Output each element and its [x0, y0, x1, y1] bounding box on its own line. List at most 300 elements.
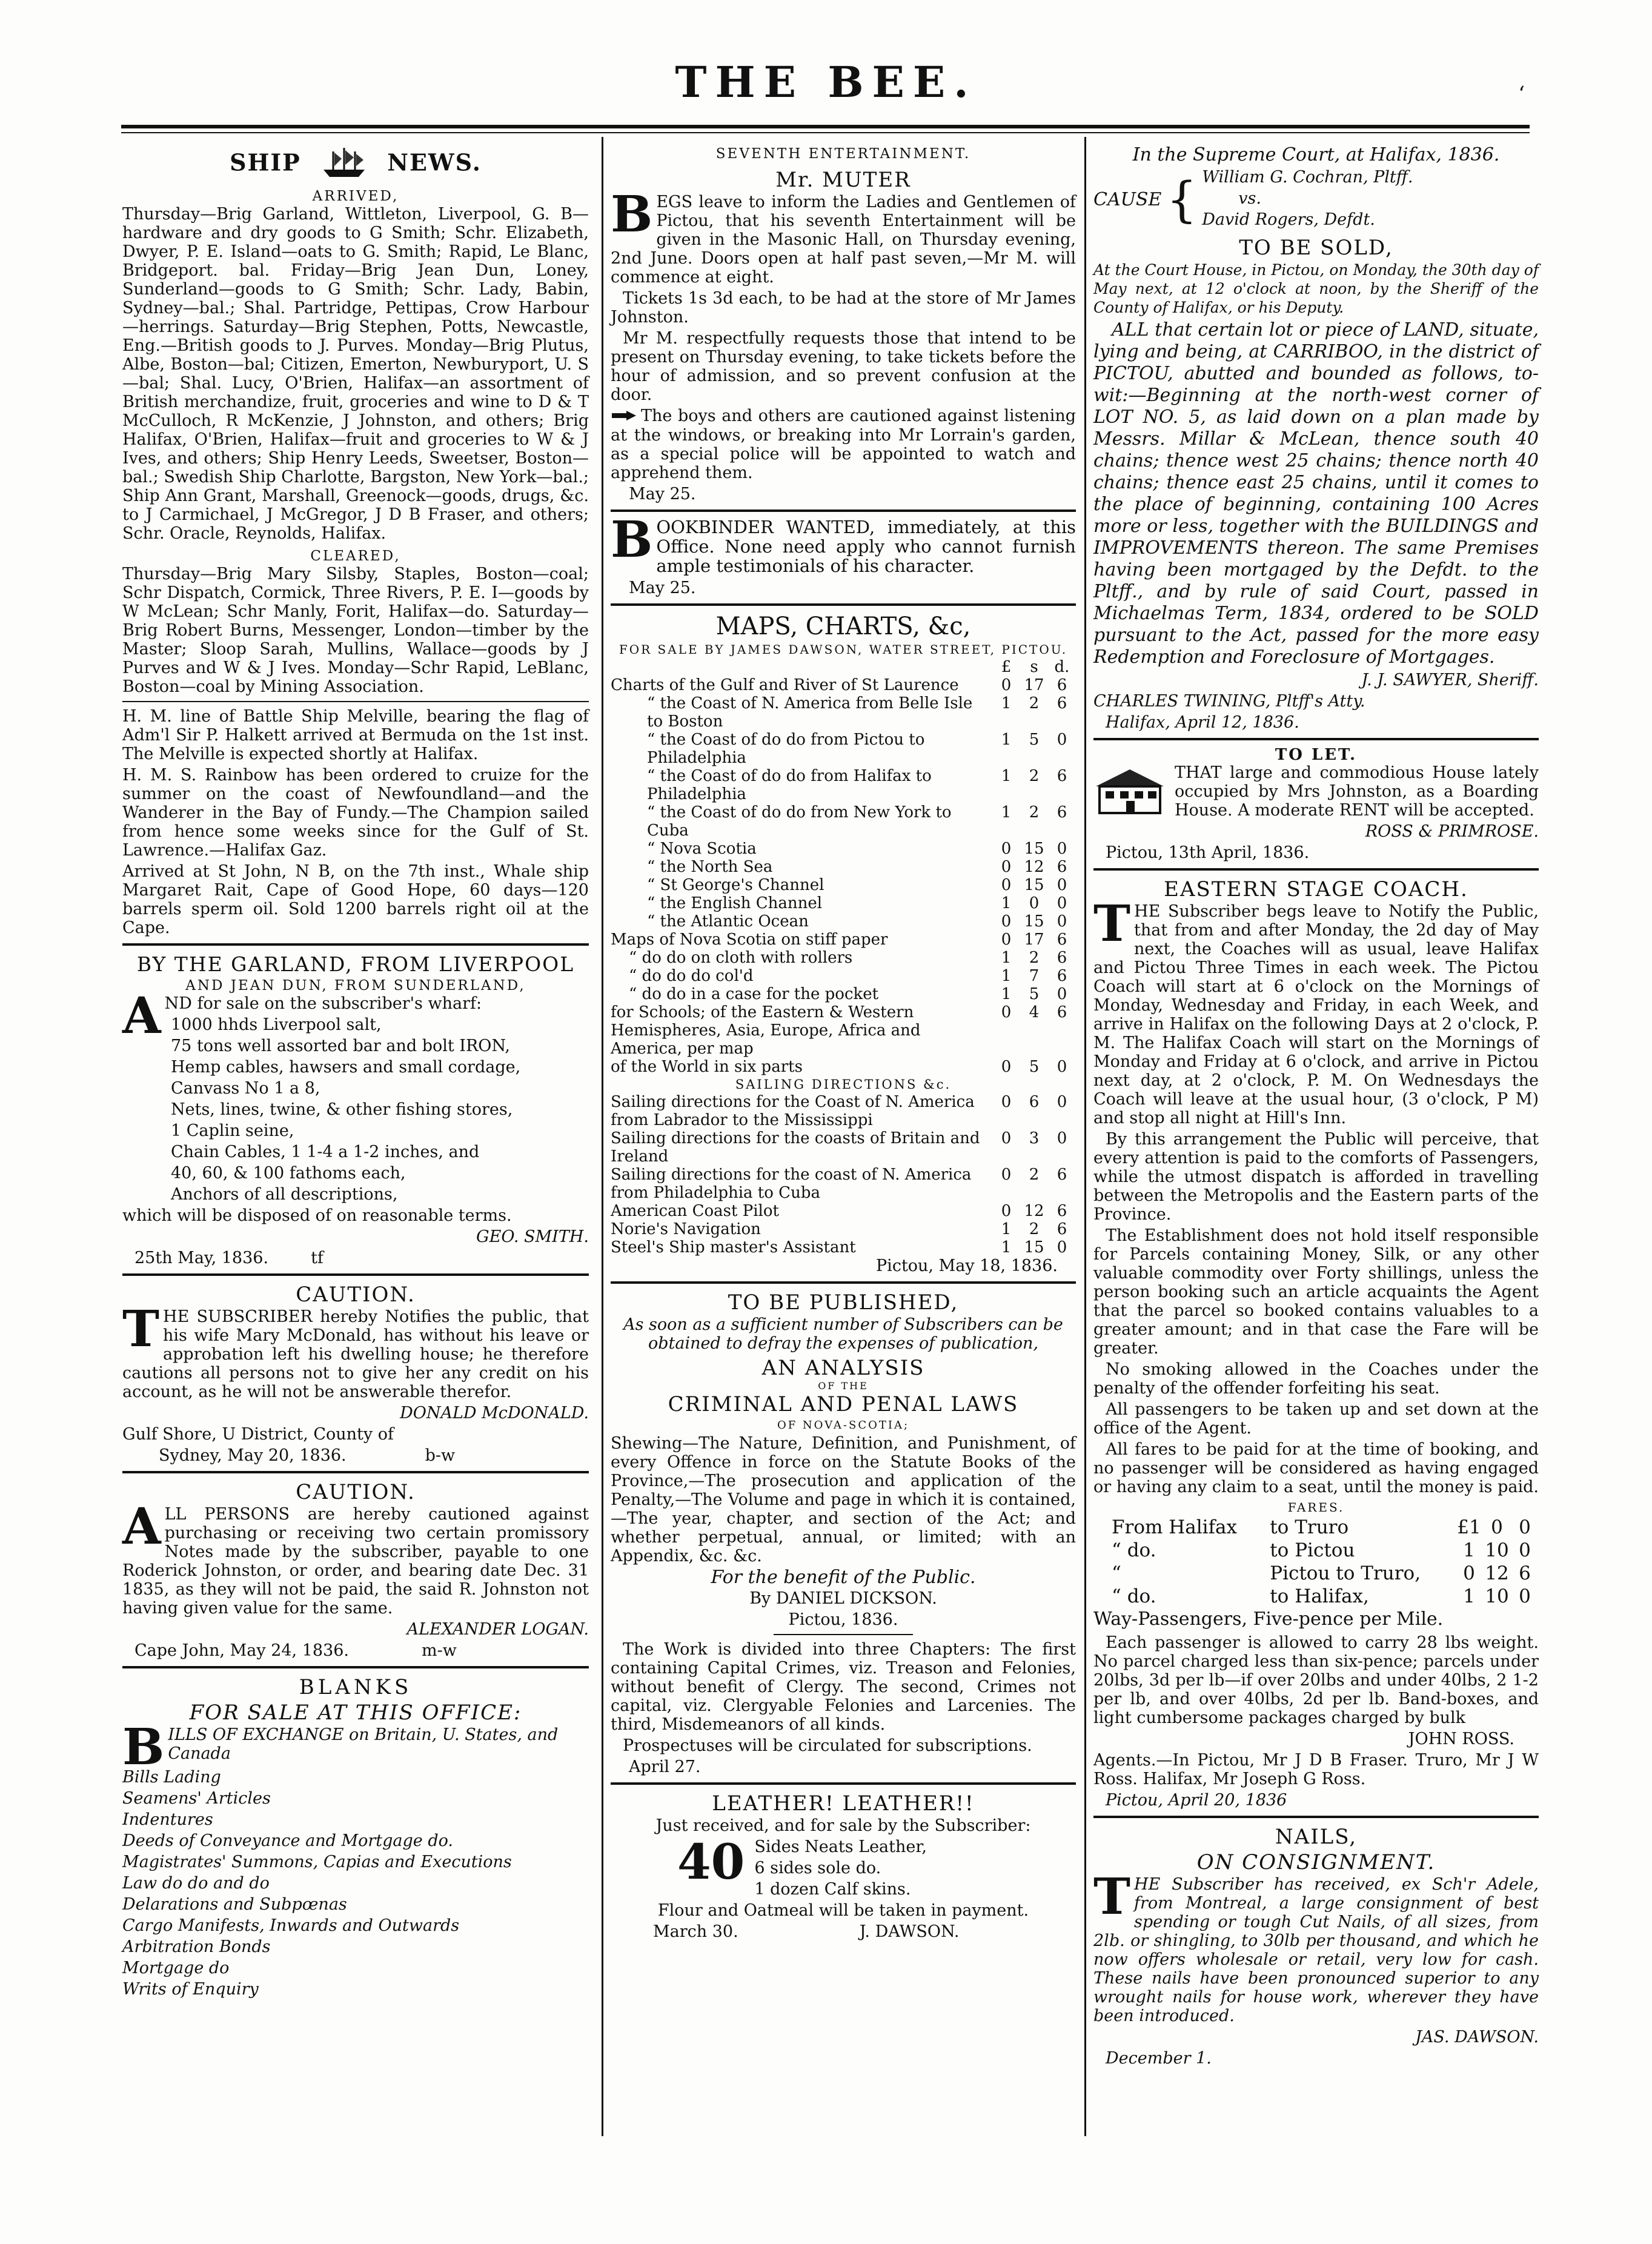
- garland-date-line: [122, 1249, 589, 1267]
- price-row: [611, 876, 1076, 894]
- blanks-subheading: FOR SALE AT THIS OFFICE:: [189, 1701, 522, 1725]
- price-item: “ the Coast of do do from Halifax to Philadelphia: [647, 767, 932, 803]
- ship-news-left: SHIP: [230, 148, 301, 176]
- column-right: [1093, 145, 1539, 2070]
- let-text: THAT large and commodious House lately occupied by Mrs Johnston, as a Boarding House. A moderate RENT will be accepted.: [1175, 763, 1539, 820]
- fare-pounds: 0: [1463, 1562, 1475, 1584]
- divider: [611, 603, 1076, 606]
- garland-intro-text: ND for sale on the subscriber's wharf:: [164, 994, 482, 1013]
- divider: [1093, 868, 1539, 871]
- price-pounds: 0: [1001, 1003, 1012, 1021]
- price-shillings: 5: [1029, 985, 1040, 1003]
- publish-title-main: CRIMINAL AND PENAL LAWS: [668, 1392, 1019, 1416]
- sold-text: ALL that certain lot or piece of LAND, situate, lying and being, at CARRIBOO, in the district of PICTOU, abutted and bounded as follows, to-wit:—Beginning at the north-west corner of LOT NO. 5, as laid down on a plan made by Messrs. Millar & McLean, thence south 40 chains; thence west 25 chains; thence north 40 chains; thence east 25 chains, until it comes to the place of beginning, containing 100 Acres more or less, together with the BUILDINGS and IMPROVEMENTS thereon. The same Premises having been mortgaged by the Defdt. to the Pltff., and by rule of said Court, passed in Michaelmas Term, 1834, ordered to be SOLD pursuant to the Act, passed for the more easy Redemption and Foreclosure of Mortgages.: [1093, 319, 1539, 668]
- price-item: Steel's Ship master's Assistant: [611, 1238, 856, 1256]
- fares-text: Each passenger is allowed to carry 28 lbs weight. No parcel charged less than six-pence; parcels under 20lbs, 3d per lb—if over 20lbs and under 40lbs, 2 1-2 per lb, and over 40lbs, 2d per lb. Band-boxes, and light cumbersome packages charged by bulk: [1093, 1633, 1539, 1727]
- price-item: “ the Coast of do do from New York to Cuba: [647, 803, 952, 840]
- fare-pence: 0: [1519, 1516, 1531, 1538]
- publish-heading: TO BE PUBLISHED,: [728, 1290, 959, 1315]
- price-shillings: 12: [1024, 858, 1044, 876]
- fare-from: “ do.: [1112, 1539, 1156, 1561]
- fare-pence: 6: [1519, 1562, 1531, 1584]
- maps-subheading: FOR SALE BY JAMES DAWSON, WATER STREET, PICTOU.: [619, 642, 1068, 657]
- ship-news-right: NEWS.: [387, 148, 482, 176]
- leather-item: 1 dozen Calf skins.: [754, 1880, 911, 1899]
- price-item: for Schools; of the Eastern & Western Hemispheres, Asia, Europe, Africa and America, per map: [611, 1003, 921, 1058]
- price-pence: 6: [1057, 931, 1067, 949]
- price-pounds: 0: [1001, 840, 1012, 858]
- price-shillings: 15: [1024, 840, 1044, 858]
- leather-signature: J. DAWSON.: [859, 1922, 960, 1941]
- divider: [1093, 1816, 1539, 1818]
- sold-date: Halifax, April 12, 1836.: [1106, 713, 1299, 732]
- entertainment-request: Mr M. respectfully requests those that intend to be present on Thursday evening, to take tickets before the hour of admission, and so prevent confusion at the door.: [611, 329, 1076, 404]
- nails-date: December 1.: [1106, 2049, 1212, 2068]
- price-pence: 0: [1057, 1058, 1067, 1076]
- garland-heading: BY THE GARLAND, FROM LIVERPOOL: [136, 952, 575, 976]
- cause-label: CAUSE: [1093, 189, 1162, 210]
- drop-cap: B: [611, 511, 653, 569]
- court-heading: In the Supreme Court, at Halifax, 1836.: [1132, 144, 1500, 165]
- blanks-heading: BLANKS: [299, 1675, 413, 1699]
- fare-pence: 0: [1519, 1539, 1531, 1561]
- caution-signature: ALEXANDER LOGAN.: [406, 1620, 589, 1639]
- price-shillings: 2: [1029, 767, 1040, 785]
- publish-prospectus: Prospectuses will be circulated for subscriptions.: [623, 1736, 1032, 1755]
- price-pence: 0: [1057, 1129, 1067, 1147]
- price-pence: 6: [1057, 1166, 1067, 1184]
- cause-vs: vs.: [1238, 189, 1261, 208]
- divider: [122, 701, 589, 702]
- nails-text: [1093, 1868, 1539, 2025]
- drop-cap: A: [122, 987, 161, 1045]
- garland-item: Canvass No 1 a 8,: [171, 1079, 320, 1098]
- divider: [774, 1634, 913, 1635]
- price-pounds: 0: [1001, 858, 1012, 876]
- price-item: “ the Coast of do do from Pictou to Philadelphia: [647, 731, 925, 767]
- price-pounds: 0: [1001, 876, 1012, 894]
- caution-body: LL PERSONS are hereby cautioned against purchasing or receiving two certain promissory Notes made by the subscriber, payable to one Roderick Johnston, or order, and bearing date Dec. 31 1835, as they will not be paid, the said R. Johnston not having given value for the same.: [122, 1505, 589, 1618]
- price-row: [611, 1166, 1076, 1202]
- garland-date: 25th May, 1836.: [134, 1249, 269, 1267]
- fare-pounds: £1: [1457, 1516, 1481, 1538]
- nails-signature: JAS. DAWSON.: [1415, 2028, 1539, 2046]
- fare-shillings: 10: [1485, 1585, 1509, 1607]
- masthead-rule-top: [121, 125, 1530, 128]
- price-pence: 0: [1057, 912, 1067, 931]
- price-shillings: 15: [1024, 876, 1044, 894]
- leather-number: 40: [677, 1837, 745, 1890]
- entertainment-date: May 25.: [629, 485, 696, 503]
- caution-bw: b-w: [425, 1446, 456, 1465]
- coach-paragraph: No smoking allowed in the Coaches under the penalty of the offender forfeiting his seat.: [1093, 1360, 1539, 1398]
- blanks-item: Seamens' Articles: [122, 1789, 271, 1808]
- price-pence: 6: [1057, 694, 1067, 712]
- price-row: [611, 1238, 1076, 1256]
- cleared-heading: CLEARED,: [310, 548, 401, 564]
- cleared-text: Thursday—Brig Mary Silsby, Staples, Boston—coal; Schr Dispatch, Cormick, Three Rivers, P. E. I—goods by W McLean; Schr Manly, Forit, Halifax—do. Saturday—Brig Robert Burns, Messenger, London—timber by the Master; Sloop Sarah, Mullins, Wallace—goods by J Purves and W & J Ives. Monday—Schr Rapid, LeBlanc, Boston—coal by Mining Association.: [122, 565, 589, 696]
- price-row: [611, 912, 1076, 931]
- fare-pence: 0: [1519, 1585, 1531, 1607]
- price-row: [611, 840, 1076, 858]
- leather-item: 6 sides sole do.: [754, 1859, 881, 1877]
- house-icon: [1093, 766, 1166, 818]
- garland-subheading: AND JEAN DUN, FROM SUNDERLAND,: [185, 978, 526, 994]
- divider: [611, 510, 1076, 512]
- publish-intro: As soon as a sufficient number of Subscribers can be obtained to defray the expenses of publication,: [623, 1315, 1063, 1353]
- fare-from: “: [1112, 1562, 1121, 1584]
- price-pence: 0: [1057, 840, 1067, 858]
- price-pounds: 0: [1001, 931, 1012, 949]
- blanks-list: [122, 1768, 589, 1999]
- price-item: Norie's Navigation: [611, 1220, 761, 1238]
- fares-table: [1093, 1516, 1539, 1608]
- fares-heading: FARES.: [1287, 1500, 1345, 1515]
- price-pence: 0: [1057, 1238, 1067, 1256]
- fares-way-passengers: Way-Passengers, Five-pence per Mile.: [1093, 1608, 1444, 1630]
- blanks-item: Law do do and do: [122, 1874, 270, 1893]
- caution-heading: CAUTION.: [296, 1283, 416, 1307]
- entertainment-boys-text: The boys and others are cautioned against listening at the windows, or breaking into Mr Lorrain's garden, as a special police will be appointed to watch and apprehend them.: [611, 407, 1076, 482]
- price-item: “ Nova Scotia: [647, 840, 757, 858]
- entertainment-heading: SEVENTH ENTERTAINMENT.: [715, 146, 971, 162]
- price-row: [611, 949, 1076, 967]
- garland-item: Anchors of all descriptions,: [171, 1185, 398, 1204]
- price-pounds: 0: [1001, 912, 1012, 931]
- price-item: Sailing directions for the coast of N. America from Philadelphia to Cuba: [611, 1166, 972, 1202]
- page-mark: ʻ: [1518, 82, 1525, 106]
- price-shillings: 2: [1029, 1220, 1040, 1238]
- price-row: [611, 931, 1076, 949]
- price-pounds: 1: [1001, 694, 1012, 712]
- price-pence: 6: [1057, 767, 1067, 785]
- price-shillings: 0: [1029, 894, 1040, 912]
- garland-close: which will be disposed of on reasonable terms.: [122, 1206, 512, 1225]
- bookbinder-date: May 25.: [629, 579, 696, 597]
- fare-row: [1093, 1516, 1539, 1539]
- price-item: “ do do in a case for the pocket: [629, 985, 879, 1003]
- bookbinder-body: OOKBINDER WANTED, immediately, at this Office. None need apply who cannot furnish ample testimonials of his character.: [656, 517, 1076, 576]
- price-item: Charts of the Gulf and River of St Laurence: [611, 676, 959, 694]
- sold-heading: TO BE SOLD,: [1239, 236, 1393, 260]
- garland-item: 75 tons well assorted bar and bolt IRON,: [171, 1037, 510, 1055]
- fare-shillings: 0: [1491, 1516, 1503, 1538]
- fares-agents: Agents.—In Pictou, Mr J D B Fraser. Truro, Mr J W Ross. Halifax, Mr Joseph G Ross.: [1093, 1751, 1539, 1788]
- publish-author: By DANIEL DICKSON.: [749, 1589, 937, 1608]
- price-item: American Coast Pilot: [611, 1202, 779, 1220]
- brace-icon: {: [1166, 171, 1198, 228]
- leather-date: March 30.: [653, 1922, 738, 1941]
- divider: [611, 1782, 1076, 1785]
- price-shillings: 17: [1024, 931, 1044, 949]
- garland-signature: GEO. SMITH.: [476, 1227, 589, 1246]
- blanks-item: Bills Lading: [122, 1768, 221, 1787]
- price-pounds: 1: [1001, 803, 1012, 822]
- column-rule-2: [1084, 137, 1086, 2136]
- masthead-title: THE BEE.: [675, 57, 977, 107]
- pointing-hand-icon: [611, 407, 637, 426]
- fare-row: [1093, 1539, 1539, 1562]
- price-pounds: 1: [1001, 967, 1012, 985]
- sold-attorney: CHARLES TWINING, Pltff's Atty.: [1093, 692, 1365, 711]
- price-shillings: 15: [1024, 912, 1044, 931]
- caution-date-line: [122, 1446, 589, 1465]
- news-paragraph: H. M. S. Rainbow has been ordered to cruize for the summer on the coast of Newfoundland—and the Wanderer in the Bay of Fundy.—The Champion sailed from hence some weeks since for the Gulf of St. Lawrence.—Halifax Gaz.: [122, 766, 589, 860]
- drop-cap: T: [122, 1300, 160, 1358]
- divider: [611, 1281, 1076, 1284]
- caution-date: Cape John, May 24, 1836.: [134, 1641, 350, 1660]
- fare-to: Pictou to Truro,: [1270, 1562, 1421, 1584]
- price-pence: 6: [1057, 1220, 1067, 1238]
- fare-pounds: 1: [1463, 1539, 1475, 1561]
- price-item: Maps of Nova Scotia on stiff paper: [611, 931, 888, 949]
- price-item: Sailing directions for the Coast of N. America from Labrador to the Mississippi: [611, 1093, 975, 1129]
- publish-benefit: For the benefit of the Public.: [711, 1567, 976, 1588]
- price-shillings: 5: [1029, 731, 1040, 749]
- blanks-item: Deeds of Conveyance and Mortgage do.: [122, 1831, 453, 1850]
- garland-items: [122, 1015, 589, 1204]
- price-row: [611, 694, 1076, 731]
- fare-to: to Halifax,: [1270, 1585, 1369, 1607]
- price-pounds: 1: [1001, 767, 1012, 785]
- price-shillings: 5: [1029, 1058, 1040, 1076]
- blanks-item: Mortgage do: [122, 1959, 230, 1977]
- price-pounds: 1: [1001, 731, 1012, 749]
- price-pounds: 0: [1001, 1058, 1012, 1076]
- caution-body: HE SUBSCRIBER hereby Notifies the public, that his wife Mary McDonald, has without his leave or approbation left his dwelling house; he therefore cautions all persons not to give her any credit on his account, as he will not be answerable therefor.: [122, 1307, 589, 1401]
- news-paragraph: Arrived at St John, N B, on the 7th inst., Whale ship Margaret Rait, Cape of Good Hope, 60 days—120 barrels sperm oil. Sold 1200 barrels right oil at the Cape.: [122, 862, 589, 937]
- column-middle: [611, 145, 1076, 1944]
- price-item: Sailing directions for the coasts of Britain and Ireland: [611, 1129, 980, 1166]
- price-shillings: 2: [1029, 949, 1040, 967]
- garland-item: Hemp cables, hawsers and small cordage,: [171, 1058, 521, 1077]
- fare-shillings: 10: [1485, 1539, 1509, 1561]
- price-shillings: 12: [1024, 1202, 1044, 1220]
- blanks-item: Delarations and Subpœnas: [122, 1895, 347, 1914]
- divider: [122, 1273, 589, 1276]
- news-paragraph: H. M. line of Battle Ship Melville, bearing the flag of Adm'l Sir P. Halkett arrived at Bermuda on the 1st inst. The Melville is expected shortly at Halifax.: [122, 707, 589, 763]
- garland-item: Nets, lines, twine, & other fishing stores,: [171, 1100, 513, 1119]
- maps-date: Pictou, May 18, 1836.: [876, 1256, 1058, 1275]
- fare-row: [1093, 1562, 1539, 1585]
- price-row: [611, 1129, 1076, 1166]
- publish-title-of: OF THE: [818, 1380, 869, 1392]
- price-item: “ the Atlantic Ocean: [647, 912, 809, 931]
- price-shillings: 17: [1024, 676, 1044, 694]
- blanks-first-text: ILLS OF EXCHANGE on Britain, U. States, and Canada: [168, 1725, 559, 1763]
- leather-payment: Flour and Oatmeal will be taken in payment.: [657, 1901, 1029, 1920]
- price-pence: 0: [1057, 731, 1067, 749]
- price-pence: 6: [1057, 858, 1067, 876]
- garland-item: 1 Caplin seine,: [171, 1121, 294, 1140]
- sold-sheriff: J. J. SAWYER, Sheriff.: [1361, 671, 1539, 689]
- price-row: [611, 858, 1076, 876]
- caution-mw: m-w: [422, 1641, 457, 1660]
- price-row: [611, 676, 1076, 694]
- currency-pounds: £: [1001, 658, 1012, 676]
- column-rule-1: [602, 137, 603, 2136]
- nails-subheading: ON CONSIGNMENT.: [1196, 1850, 1436, 1874]
- coach-paragraph: All passengers to be taken up and set down at the office of the Agent.: [1093, 1400, 1539, 1438]
- price-item: of the World in six parts: [611, 1058, 803, 1076]
- price-row: [611, 803, 1076, 840]
- price-pence: 6: [1057, 949, 1067, 967]
- price-shillings: 3: [1029, 1129, 1040, 1147]
- entertainment-tickets: Tickets 1s 3d each, to be had at the store of Mr James Johnston.: [611, 289, 1076, 327]
- entertainment-boys: [611, 407, 1076, 482]
- price-pounds: 1: [1001, 894, 1012, 912]
- leather-footer: [611, 1922, 1076, 1941]
- fare-from: “ do.: [1112, 1585, 1156, 1607]
- price-pounds: 0: [1001, 1129, 1012, 1147]
- ship-icon: [320, 145, 368, 184]
- price-row: [611, 967, 1076, 985]
- leather-intro: Just received, and for sale by the Subscriber:: [655, 1816, 1031, 1835]
- leather-item: Sides Neats Leather,: [754, 1837, 927, 1856]
- let-text-block: [1093, 763, 1539, 820]
- coach-body: HE Subscriber begs leave to Notify the Public, that from and after Monday, the 2d day of May next, the Coaches will as usual, leave Halifax and Pictou Three Times in each week. The Pictou Coach will start at 6 o'clock on the Mornings of Monday, Wednesday and Friday, in each Week, and arrive in Halifax on the following Days at 2 o'clock, P. M. The Halifax Coach will start on the Mornings of Monday and Friday at 6 o'clock, and arrive in Pictou next day, at 2 o'clock, P. M. On Wednesdays the Coach will leave at the usual hour, (3 o'clock, P M) and stop all night at Hill's Inn.: [1093, 902, 1539, 1127]
- price-pounds: 1: [1001, 985, 1012, 1003]
- price-pounds: 1: [1001, 1238, 1012, 1256]
- price-pence: 0: [1057, 1093, 1067, 1111]
- price-item: “ the English Channel: [647, 894, 823, 912]
- cause-plaintiff: William G. Cochran, Pltff.: [1202, 168, 1413, 187]
- arrived-heading: ARRIVED,: [312, 188, 399, 204]
- cause-block: [1093, 168, 1539, 231]
- entertainment-name: Mr. MUTER: [775, 168, 911, 192]
- price-pounds: 1: [1001, 949, 1012, 967]
- leather-heading: LEATHER! LEATHER!!: [712, 1791, 975, 1816]
- coach-text: [1093, 895, 1539, 1127]
- price-pence: 0: [1057, 894, 1067, 912]
- price-row: [611, 1058, 1076, 1076]
- garland-item: 1000 hhds Liverpool salt,: [171, 1015, 382, 1034]
- price-pence: 6: [1057, 803, 1067, 822]
- price-shillings: 7: [1029, 967, 1040, 985]
- coach-heading: EASTERN STAGE COACH.: [1164, 877, 1468, 901]
- caution-text: [122, 1300, 589, 1401]
- divider: [122, 943, 589, 946]
- cause-parties: [1202, 168, 1413, 231]
- divider: [122, 1666, 589, 1668]
- price-pence: 0: [1057, 876, 1067, 894]
- price-pence: 6: [1057, 967, 1067, 985]
- price-pence: 6: [1057, 676, 1067, 694]
- ship-news-heading: [122, 145, 589, 184]
- let-date: Pictou, 13th April, 1836.: [1106, 843, 1310, 862]
- drop-cap: T: [1093, 895, 1131, 953]
- price-pence: 0: [1057, 985, 1067, 1003]
- nails-body: HE Subscriber has received, ex Sch'r Adele, from Montreal, a large consignment of best spending or tough Cut Nails, of all sizes, from 2lb. or shingling, to 30lb per thousand, and which he now offers wholesale or retail, very low for cash. These nails have been pronounced superior to any wrought nails for house work, wherever they have been introduced.: [1093, 1875, 1539, 2025]
- blanks-item: Magistrates' Summons, Capias and Executions: [122, 1853, 512, 1871]
- fare-to: to Pictou: [1270, 1539, 1355, 1561]
- price-pence: 6: [1057, 1003, 1067, 1021]
- price-item: “ the Coast of N. America from Belle Isle to Boston: [647, 694, 973, 731]
- arrived-text: Thursday—Brig Garland, Wittleton, Liverpool, G. B—hardware and dry goods to G Smith; Schr. Elizabeth, Dwyer, P. E. Island—oats to G. Smith; Rapid, Le Blanc, Bridgeport. bal. Friday—Brig Jean Dun, Loney, Sunderland—goods to G Smith; Schr. Lady, Babin, Sydney—bal.; Shal. Partridge, Pettipas, Crow Harbour—herrings. Saturday—Brig Stephen, Potts, Newcastle, Eng.—British goods to J. Purves. Monday—Brig Plutus, Albe, Boston—bal; Citizen, Emerton, Newburyport, U. S—bal; Shal. Lucy, O'Brien, Halifax—an assortment of British merchandize, fruit, groceries and wine to D & T McCulloch, R McKenzie, J Johnston, and others; Brig Halifax, O'Brien, Halifax—fruit and groceries to W & J Ives, and others; Ship Henry Leeds, Sweetser, Boston—bal.; Swedish Ship Charlotte, Bargston, New York—bal.; Ship Ann Grant, Marshall, Greenock—goods, drugs, &c. to J Carmichael, J McGregor, J D B Fraser, and others; Schr. Oracle, Reynolds, Halifax.: [122, 205, 589, 543]
- maps-price-table: [611, 658, 1076, 1076]
- nails-heading: NAILS,: [1275, 1825, 1358, 1849]
- price-item: “ the North Sea: [647, 858, 773, 876]
- entertainment-body: EGS leave to inform the Ladies and Gentlemen of Pictou, that his seventh Entertainment will be given in the Masonic Hall, on Thursday evening, 2nd June. Doors open at half past seven,—Mr M. will commence at eight.: [611, 193, 1076, 287]
- cause-defendant: David Rogers, Defdt.: [1202, 210, 1375, 229]
- publish-text: Shewing—The Nature, Definition, and Punishment, of every Offence in force on the Statute Books of the Province,—The prosecution and application of the Penalty,—The Volume and page in which it is contained,—The year, chapter, and section of the Act; and whether perpetual, annual, or limited; with an Appendix, &c. &c.: [611, 1434, 1076, 1565]
- price-shillings: 15: [1024, 1238, 1044, 1256]
- drop-cap: A: [122, 1498, 161, 1556]
- price-row: [611, 1220, 1076, 1238]
- drop-cap: B: [611, 185, 653, 244]
- price-row: [611, 1202, 1076, 1220]
- fare-shillings: 12: [1485, 1562, 1509, 1584]
- bookbinder-text: [611, 511, 1076, 576]
- blanks-item: Cargo Manifests, Inwards and Outwards: [122, 1916, 460, 1935]
- coach-paragraph: By this arrangement the Public will perceive, that every attention is paid to the comforts of Passengers, while the utmost dispatch is afforded in travelling between the Metropolis and the Eastern parts of the Province.: [1093, 1130, 1539, 1224]
- blanks-item: Indentures: [122, 1810, 213, 1829]
- coach-paragraph: All fares to be paid for at the time of booking, and no passenger will be considered as having engaged or having any claim to a seat, until the money is paid.: [1093, 1440, 1539, 1496]
- currency-pence: d.: [1054, 658, 1070, 676]
- entertainment-text: [611, 185, 1076, 287]
- fare-from: From Halifax: [1112, 1516, 1238, 1538]
- fare-pounds: 1: [1463, 1585, 1475, 1607]
- coach-paragraph: The Establishment does not hold itself responsible for Parcels containing Money, Silk, or any other valuable commodity over Forty shillings, unless the person booking such an article acquaints the Agent that the parcel so booked contains valuables to a greater amount; and in that case the Fare will be greater.: [1093, 1226, 1539, 1358]
- caution-date: Sydney, May 20, 1836.: [159, 1446, 347, 1465]
- fares-signature: JOHN ROSS.: [1408, 1730, 1514, 1748]
- fares-date: Pictou, April 20, 1836: [1106, 1791, 1287, 1810]
- price-pounds: 0: [1001, 1093, 1012, 1111]
- price-header-row: [611, 658, 1076, 676]
- publish-title-place: OF NOVA-SCOTIA;: [777, 1419, 910, 1432]
- garland-tf: tf: [311, 1249, 323, 1267]
- garland-item: 40, 60, & 100 fathoms each,: [171, 1164, 406, 1183]
- price-row: [611, 1093, 1076, 1129]
- price-row: [611, 767, 1076, 803]
- price-row: [611, 894, 1076, 912]
- caution-signature: DONALD McDONALD.: [400, 1404, 589, 1422]
- divider: [1093, 738, 1539, 740]
- garland-item: Chain Cables, 1 1-4 a 1-2 inches, and: [171, 1143, 480, 1161]
- price-row: [611, 1003, 1076, 1058]
- price-row: [611, 985, 1076, 1003]
- let-signature: ROSS & PRIMROSE.: [1365, 822, 1539, 841]
- masthead-rule-bottom: [121, 132, 1530, 133]
- maps-heading: MAPS, CHARTS, &c,: [715, 612, 971, 640]
- price-pounds: 0: [1001, 676, 1012, 694]
- blanks-first: [122, 1718, 589, 1776]
- publish-work: The Work is divided into three Chapters: The first containing Capital Crimes, viz. Treason and Felonies, without benefit of Clergy. The second, Crimes not capital, viz. Clergyable Felonies and Larcenies. The third, Misdemeanors of all kinds.: [611, 1640, 1076, 1734]
- leather-items-block: [611, 1837, 1076, 1901]
- price-pence: 6: [1057, 1202, 1067, 1220]
- sailing-price-table: [611, 1093, 1076, 1256]
- price-pounds: 1: [1001, 1220, 1012, 1238]
- price-row: [611, 731, 1076, 767]
- let-heading: TO LET.: [1275, 746, 1358, 764]
- sailing-heading: SAILING DIRECTIONS &c.: [735, 1077, 952, 1092]
- price-shillings: 2: [1029, 803, 1040, 822]
- currency-shillings: s: [1030, 658, 1038, 676]
- fare-to: to Truro: [1270, 1516, 1349, 1538]
- price-shillings: 6: [1029, 1093, 1040, 1111]
- divider: [122, 1471, 589, 1473]
- publish-title: AN ANALYSIS: [761, 1356, 925, 1380]
- price-item: “ St George's Channel: [647, 876, 824, 894]
- drop-cap: T: [1093, 1868, 1131, 1926]
- column-left: [122, 145, 589, 2001]
- price-item: “ do do do col'd: [629, 967, 754, 985]
- price-shillings: 4: [1029, 1003, 1040, 1021]
- publish-place: Pictou, 1836.: [788, 1610, 898, 1629]
- caution-text: [122, 1498, 589, 1618]
- blanks-item: Writs of Enquiry: [122, 1980, 259, 1999]
- publish-date: April 27.: [629, 1758, 701, 1776]
